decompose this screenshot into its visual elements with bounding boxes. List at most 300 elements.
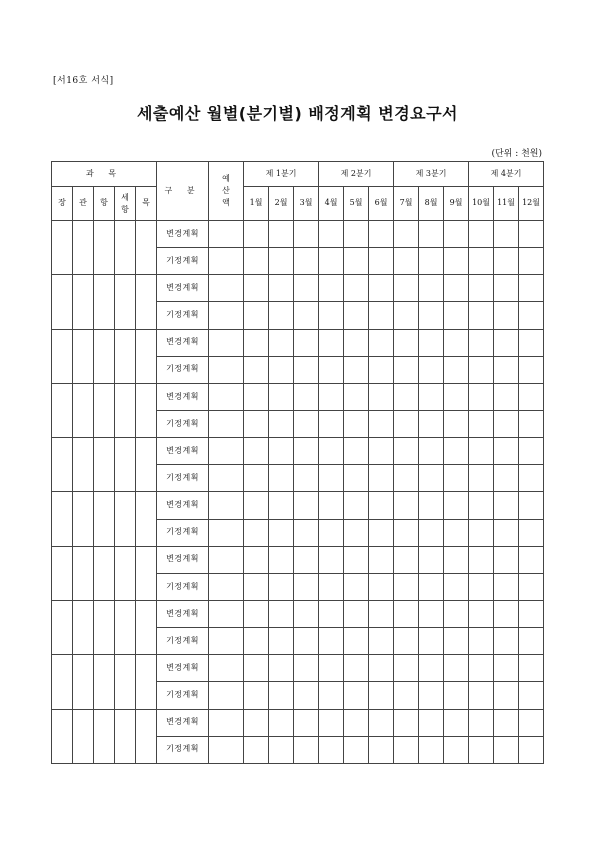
month-cell[interactable] [369,600,394,627]
month-cell[interactable] [344,275,369,302]
month-cell[interactable] [344,600,369,627]
month-cell[interactable] [519,329,544,356]
subject-cell[interactable] [52,600,73,654]
subject-cell[interactable] [94,655,115,709]
subject-cell[interactable] [136,655,157,709]
month-cell[interactable] [319,438,344,465]
subject-cell[interactable] [52,655,73,709]
month-cell[interactable] [319,302,344,329]
month-cell[interactable] [444,600,469,627]
subject-cell[interactable] [52,492,73,546]
subject-cell[interactable] [52,383,73,437]
month-cell[interactable] [444,736,469,763]
month-cell[interactable] [244,383,269,410]
month-cell[interactable] [494,248,519,275]
month-cell[interactable] [269,573,294,600]
subject-cell[interactable] [73,275,94,329]
month-cell[interactable] [294,600,319,627]
month-cell[interactable] [344,709,369,736]
month-cell[interactable] [394,383,419,410]
month-cell[interactable] [419,546,444,573]
month-cell[interactable] [244,573,269,600]
month-cell[interactable] [469,438,494,465]
month-cell[interactable] [344,302,369,329]
subject-cell[interactable] [94,221,115,275]
month-cell[interactable] [394,655,419,682]
month-cell[interactable] [294,709,319,736]
month-cell[interactable] [444,221,469,248]
month-cell[interactable] [269,736,294,763]
month-cell[interactable] [319,383,344,410]
month-cell[interactable] [344,573,369,600]
month-cell[interactable] [394,438,419,465]
month-cell[interactable] [319,600,344,627]
month-cell[interactable] [394,275,419,302]
month-cell[interactable] [519,465,544,492]
month-cell[interactable] [444,709,469,736]
month-cell[interactable] [469,709,494,736]
month-cell[interactable] [419,682,444,709]
month-cell[interactable] [244,682,269,709]
subject-cell[interactable] [94,600,115,654]
month-cell[interactable] [244,410,269,437]
budget-cell[interactable] [209,438,244,465]
month-cell[interactable] [419,383,444,410]
month-cell[interactable] [394,492,419,519]
month-cell[interactable] [519,410,544,437]
month-cell[interactable] [269,546,294,573]
month-cell[interactable] [469,682,494,709]
month-cell[interactable] [344,492,369,519]
month-cell[interactable] [344,438,369,465]
budget-cell[interactable] [209,356,244,383]
month-cell[interactable] [494,329,519,356]
month-cell[interactable] [269,600,294,627]
month-cell[interactable] [394,546,419,573]
month-cell[interactable] [519,573,544,600]
month-cell[interactable] [469,356,494,383]
month-cell[interactable] [269,492,294,519]
month-cell[interactable] [419,492,444,519]
month-cell[interactable] [444,519,469,546]
month-cell[interactable] [294,410,319,437]
month-cell[interactable] [319,221,344,248]
month-cell[interactable] [519,600,544,627]
month-cell[interactable] [494,383,519,410]
budget-cell[interactable] [209,410,244,437]
month-cell[interactable] [469,302,494,329]
month-cell[interactable] [494,682,519,709]
month-cell[interactable] [419,302,444,329]
month-cell[interactable] [244,248,269,275]
month-cell[interactable] [319,709,344,736]
month-cell[interactable] [294,275,319,302]
month-cell[interactable] [469,410,494,437]
month-cell[interactable] [519,492,544,519]
subject-cell[interactable] [136,275,157,329]
month-cell[interactable] [494,410,519,437]
month-cell[interactable] [319,329,344,356]
month-cell[interactable] [369,573,394,600]
month-cell[interactable] [419,356,444,383]
subject-cell[interactable] [115,600,136,654]
month-cell[interactable] [394,682,419,709]
month-cell[interactable] [294,519,319,546]
month-cell[interactable] [369,736,394,763]
month-cell[interactable] [244,600,269,627]
month-cell[interactable] [294,628,319,655]
budget-cell[interactable] [209,546,244,573]
month-cell[interactable] [369,465,394,492]
budget-cell[interactable] [209,492,244,519]
subject-cell[interactable] [115,275,136,329]
subject-cell[interactable] [52,709,73,763]
month-cell[interactable] [469,573,494,600]
subject-cell[interactable] [73,438,94,492]
month-cell[interactable] [494,573,519,600]
month-cell[interactable] [419,221,444,248]
month-cell[interactable] [369,356,394,383]
month-cell[interactable] [344,248,369,275]
subject-cell[interactable] [73,600,94,654]
month-cell[interactable] [294,221,319,248]
month-cell[interactable] [344,736,369,763]
subject-cell[interactable] [94,546,115,600]
month-cell[interactable] [294,302,319,329]
month-cell[interactable] [294,492,319,519]
month-cell[interactable] [444,248,469,275]
month-cell[interactable] [294,329,319,356]
month-cell[interactable] [444,356,469,383]
month-cell[interactable] [419,410,444,437]
subject-cell[interactable] [115,221,136,275]
month-cell[interactable] [444,628,469,655]
subject-cell[interactable] [115,492,136,546]
month-cell[interactable] [244,465,269,492]
month-cell[interactable] [469,736,494,763]
month-cell[interactable] [519,275,544,302]
month-cell[interactable] [319,410,344,437]
month-cell[interactable] [394,600,419,627]
month-cell[interactable] [344,628,369,655]
month-cell[interactable] [419,438,444,465]
month-cell[interactable] [419,628,444,655]
month-cell[interactable] [244,709,269,736]
month-cell[interactable] [344,655,369,682]
subject-cell[interactable] [52,546,73,600]
month-cell[interactable] [244,628,269,655]
month-cell[interactable] [519,709,544,736]
budget-cell[interactable] [209,600,244,627]
month-cell[interactable] [244,275,269,302]
month-cell[interactable] [319,465,344,492]
month-cell[interactable] [269,465,294,492]
month-cell[interactable] [419,573,444,600]
month-cell[interactable] [519,248,544,275]
month-cell[interactable] [269,383,294,410]
subject-cell[interactable] [94,709,115,763]
month-cell[interactable] [469,492,494,519]
month-cell[interactable] [419,600,444,627]
month-cell[interactable] [469,600,494,627]
subject-cell[interactable] [136,221,157,275]
month-cell[interactable] [519,736,544,763]
month-cell[interactable] [319,682,344,709]
month-cell[interactable] [519,383,544,410]
month-cell[interactable] [244,519,269,546]
subject-cell[interactable] [73,383,94,437]
month-cell[interactable] [519,546,544,573]
month-cell[interactable] [469,655,494,682]
month-cell[interactable] [319,519,344,546]
month-cell[interactable] [269,248,294,275]
month-cell[interactable] [419,275,444,302]
month-cell[interactable] [519,356,544,383]
month-cell[interactable] [469,465,494,492]
budget-cell[interactable] [209,221,244,248]
month-cell[interactable] [494,492,519,519]
budget-cell[interactable] [209,465,244,492]
month-cell[interactable] [344,519,369,546]
month-cell[interactable] [394,329,419,356]
month-cell[interactable] [294,682,319,709]
month-cell[interactable] [494,275,519,302]
month-cell[interactable] [419,465,444,492]
subject-cell[interactable] [115,383,136,437]
subject-cell[interactable] [136,383,157,437]
month-cell[interactable] [344,329,369,356]
subject-cell[interactable] [136,600,157,654]
subject-cell[interactable] [73,329,94,383]
month-cell[interactable] [469,329,494,356]
month-cell[interactable] [494,221,519,248]
month-cell[interactable] [394,628,419,655]
month-cell[interactable] [444,329,469,356]
month-cell[interactable] [269,519,294,546]
month-cell[interactable] [269,329,294,356]
budget-cell[interactable] [209,573,244,600]
month-cell[interactable] [294,248,319,275]
month-cell[interactable] [444,383,469,410]
month-cell[interactable] [494,438,519,465]
month-cell[interactable] [394,465,419,492]
month-cell[interactable] [419,736,444,763]
month-cell[interactable] [394,302,419,329]
subject-cell[interactable] [94,275,115,329]
month-cell[interactable] [319,573,344,600]
subject-cell[interactable] [52,221,73,275]
month-cell[interactable] [294,573,319,600]
month-cell[interactable] [444,492,469,519]
month-cell[interactable] [369,682,394,709]
month-cell[interactable] [494,519,519,546]
month-cell[interactable] [444,655,469,682]
month-cell[interactable] [469,221,494,248]
subject-cell[interactable] [73,709,94,763]
month-cell[interactable] [319,546,344,573]
month-cell[interactable] [519,302,544,329]
month-cell[interactable] [394,519,419,546]
month-cell[interactable] [394,573,419,600]
month-cell[interactable] [344,410,369,437]
subject-cell[interactable] [52,329,73,383]
month-cell[interactable] [344,383,369,410]
subject-cell[interactable] [136,329,157,383]
month-cell[interactable] [269,682,294,709]
budget-cell[interactable] [209,383,244,410]
month-cell[interactable] [444,275,469,302]
month-cell[interactable] [494,302,519,329]
month-cell[interactable] [244,302,269,329]
budget-cell[interactable] [209,519,244,546]
subject-cell[interactable] [115,655,136,709]
month-cell[interactable] [369,302,394,329]
subject-cell[interactable] [52,438,73,492]
month-cell[interactable] [444,573,469,600]
month-cell[interactable] [469,275,494,302]
month-cell[interactable] [344,356,369,383]
month-cell[interactable] [369,438,394,465]
subject-cell[interactable] [136,546,157,600]
month-cell[interactable] [469,248,494,275]
month-cell[interactable] [419,655,444,682]
month-cell[interactable] [494,465,519,492]
subject-cell[interactable] [52,275,73,329]
month-cell[interactable] [269,356,294,383]
month-cell[interactable] [494,546,519,573]
month-cell[interactable] [244,356,269,383]
month-cell[interactable] [469,383,494,410]
month-cell[interactable] [294,383,319,410]
month-cell[interactable] [444,302,469,329]
subject-cell[interactable] [73,655,94,709]
month-cell[interactable] [369,628,394,655]
budget-cell[interactable] [209,248,244,275]
month-cell[interactable] [369,519,394,546]
month-cell[interactable] [494,600,519,627]
subject-cell[interactable] [94,492,115,546]
month-cell[interactable] [494,736,519,763]
month-cell[interactable] [519,221,544,248]
month-cell[interactable] [269,410,294,437]
subject-cell[interactable] [136,709,157,763]
month-cell[interactable] [394,221,419,248]
month-cell[interactable] [519,628,544,655]
budget-cell[interactable] [209,736,244,763]
month-cell[interactable] [444,546,469,573]
month-cell[interactable] [494,356,519,383]
month-cell[interactable] [244,329,269,356]
month-cell[interactable] [319,275,344,302]
budget-cell[interactable] [209,682,244,709]
month-cell[interactable] [444,682,469,709]
budget-cell[interactable] [209,628,244,655]
month-cell[interactable] [369,275,394,302]
month-cell[interactable] [419,519,444,546]
month-cell[interactable] [444,465,469,492]
month-cell[interactable] [494,655,519,682]
month-cell[interactable] [419,329,444,356]
month-cell[interactable] [244,736,269,763]
month-cell[interactable] [519,519,544,546]
month-cell[interactable] [344,465,369,492]
month-cell[interactable] [269,275,294,302]
month-cell[interactable] [319,736,344,763]
month-cell[interactable] [394,410,419,437]
month-cell[interactable] [369,709,394,736]
month-cell[interactable] [519,655,544,682]
month-cell[interactable] [244,655,269,682]
month-cell[interactable] [369,221,394,248]
budget-cell[interactable] [209,275,244,302]
month-cell[interactable] [244,438,269,465]
budget-cell[interactable] [209,655,244,682]
month-cell[interactable] [469,546,494,573]
month-cell[interactable] [344,682,369,709]
month-cell[interactable] [469,519,494,546]
month-cell[interactable] [294,438,319,465]
month-cell[interactable] [269,302,294,329]
month-cell[interactable] [494,628,519,655]
month-cell[interactable] [294,465,319,492]
month-cell[interactable] [394,736,419,763]
month-cell[interactable] [369,655,394,682]
subject-cell[interactable] [73,221,94,275]
month-cell[interactable] [294,655,319,682]
month-cell[interactable] [369,492,394,519]
subject-cell[interactable] [115,709,136,763]
month-cell[interactable] [394,709,419,736]
subject-cell[interactable] [136,492,157,546]
budget-cell[interactable] [209,302,244,329]
month-cell[interactable] [369,410,394,437]
month-cell[interactable] [269,655,294,682]
month-cell[interactable] [444,410,469,437]
subject-cell[interactable] [94,438,115,492]
month-cell[interactable] [494,709,519,736]
subject-cell[interactable] [73,492,94,546]
month-cell[interactable] [269,628,294,655]
subject-cell[interactable] [136,438,157,492]
month-cell[interactable] [519,682,544,709]
month-cell[interactable] [369,383,394,410]
month-cell[interactable] [244,492,269,519]
month-cell[interactable] [469,628,494,655]
month-cell[interactable] [319,628,344,655]
month-cell[interactable] [294,736,319,763]
month-cell[interactable] [519,438,544,465]
month-cell[interactable] [319,492,344,519]
month-cell[interactable] [319,655,344,682]
month-cell[interactable] [244,546,269,573]
budget-cell[interactable] [209,709,244,736]
month-cell[interactable] [269,221,294,248]
month-cell[interactable] [344,546,369,573]
month-cell[interactable] [369,546,394,573]
month-cell[interactable] [269,438,294,465]
month-cell[interactable] [294,356,319,383]
subject-cell[interactable] [115,329,136,383]
month-cell[interactable] [369,329,394,356]
subject-cell[interactable] [115,546,136,600]
month-cell[interactable] [344,221,369,248]
month-cell[interactable] [394,248,419,275]
budget-cell[interactable] [209,329,244,356]
month-cell[interactable] [269,709,294,736]
month-cell[interactable] [394,356,419,383]
subject-cell[interactable] [94,329,115,383]
month-cell[interactable] [419,248,444,275]
